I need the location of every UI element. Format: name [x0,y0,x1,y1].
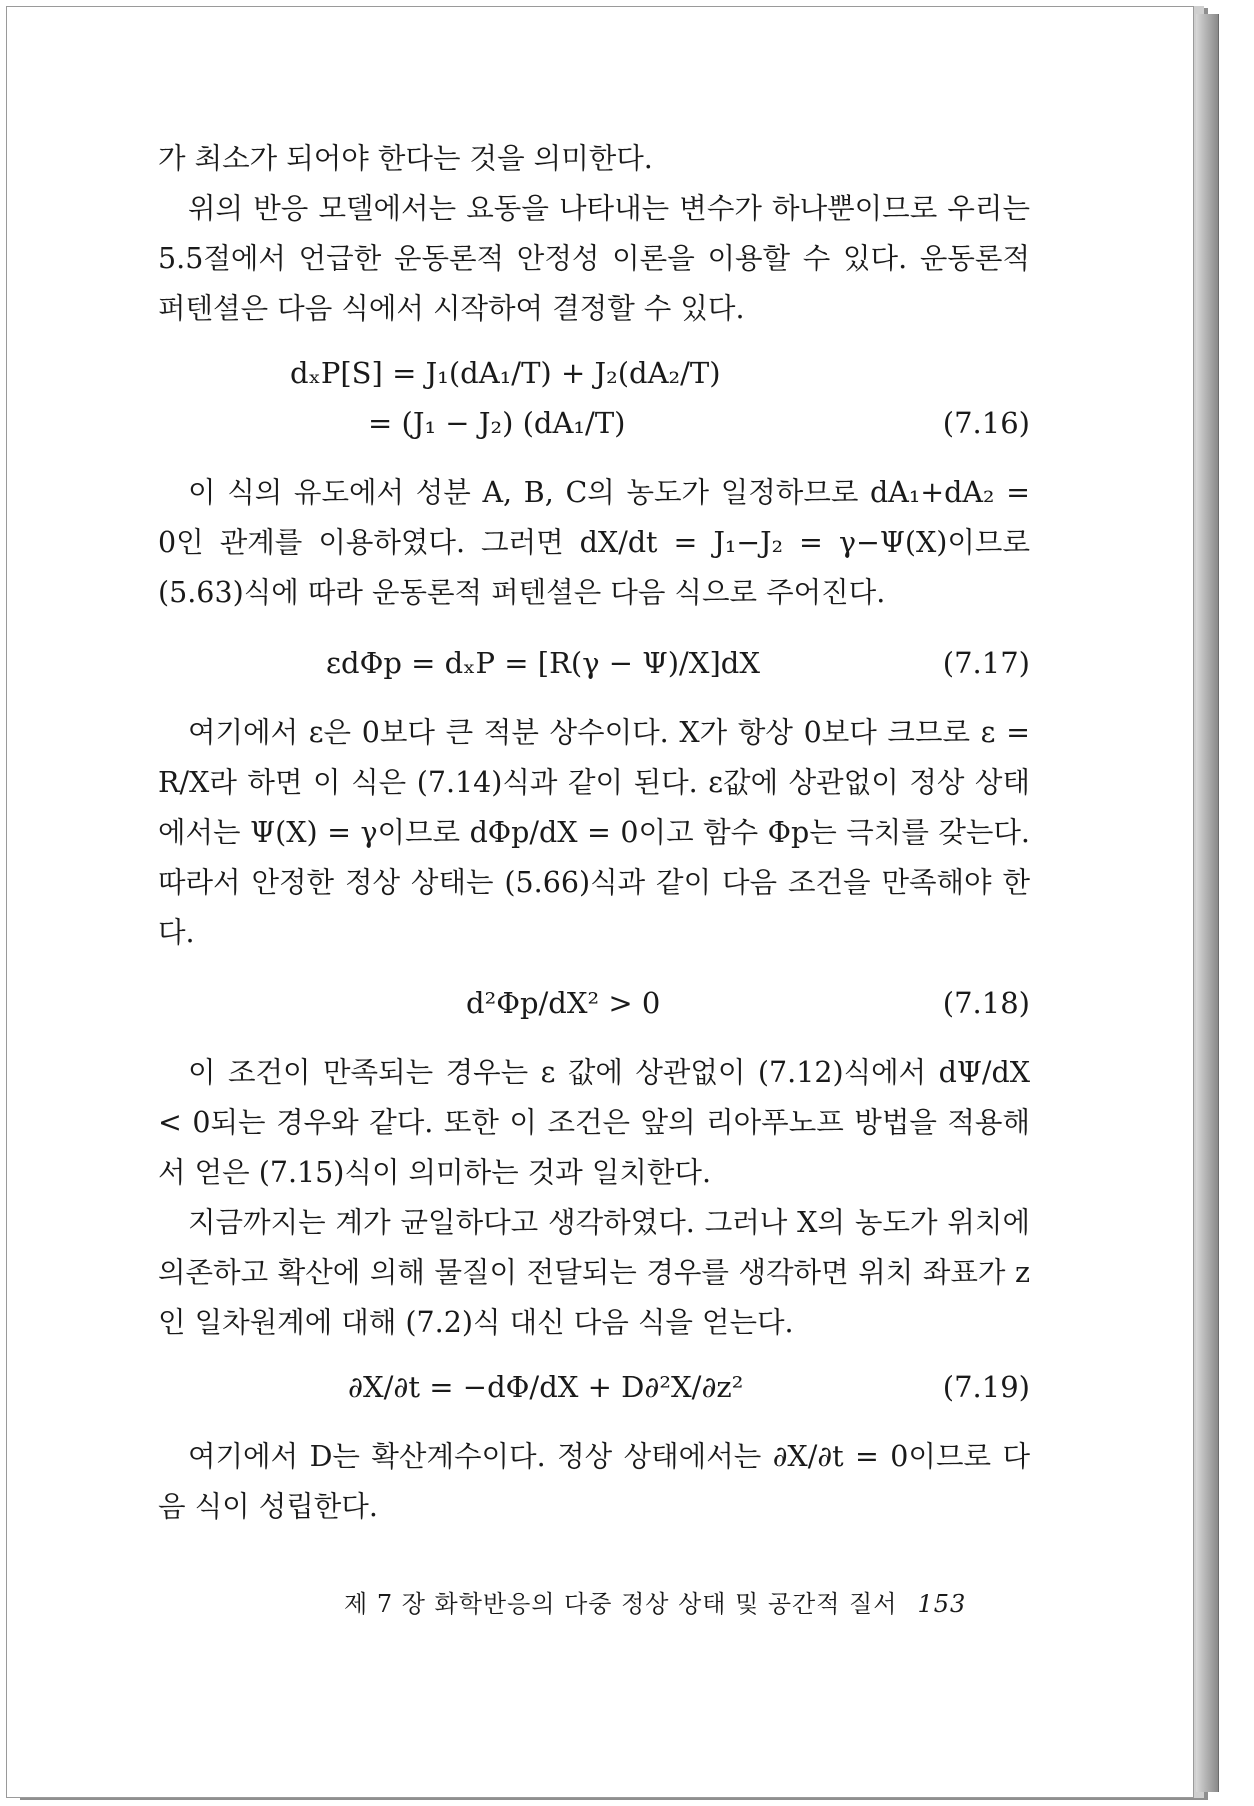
equation-7-18 [158,978,1030,1028]
paragraph-5: 이 조건이 만족되는 경우는 ε 값에 상관없이 (7.12)식에서 dΨ/dX < 0되는 경우와 같다. 또한 이 조건은 앞의 리아푸노프 방법을 적용해서 얻은 (7.15)식이 의미하는 것과 일치한다. [158,1056,1030,1189]
equation-7-16-text-2: = (J₁ − J₂) (dA₁/T) [368,406,626,440]
equation-7-19 [158,1362,1030,1412]
equation-7-18-number: (7.18) [942,986,1030,1020]
equation-7-16-text-1: dₓP[S] = J₁(dA₁/T) + J₂(dA₂/T) [290,356,721,390]
equation-7-16-line-2 [158,398,1030,448]
paragraph-7: 여기에서 D는 확산계수이다. 정상 상태에서는 ∂X/∂t = 0이므로 다음 식이 성립한다. [158,1440,1030,1523]
page-edge [1196,14,1219,1792]
paragraph-4: 여기에서 ε은 0보다 큰 적분 상수이다. X가 항상 0보다 크므로 ε = R/X라 하면 이 식은 (7.14)식과 같이 된다. ε값에 상관없이 정상 상태에서는 Ψ(X) = γ이므로 dΦp/dX = 0이고 함수 Φp는 극치를 갖는다. 따라서 안정한 정상 상태는 (5.66)식과 같이 다음 조건을 만족해야 한다. [158,716,1030,949]
equation-7-18-text: d²Φp/dX² > 0 [466,986,661,1020]
equation-7-16-number: (7.16) [942,406,1030,440]
equation-7-17 [158,638,1030,688]
page-body [158,134,1030,1532]
equation-7-19-number: (7.19) [942,1370,1030,1404]
equation-7-19-text: ∂X/∂t = −dΦ/dX + D∂²X/∂z² [348,1370,744,1404]
paragraph-6: 지금까지는 계가 균일하다고 생각하였다. 그러나 X의 농도가 위치에 의존하고 확산에 의해 물질이 전달되는 경우를 생각하면 위치 좌표가 z인 일차원계에 대해 (7.2)식 대신 다음 식을 얻는다. [158,1206,1030,1339]
paragraph-2: 위의 반응 모델에서는 요동을 나타내는 변수가 하나뿐이므로 우리는 5.5절에서 언급한 운동론적 안정성 이론을 이용할 수 있다. 운동론적 퍼텐셜은 다음 식에서 시작하여 결정할 수 있다. [158,192,1030,325]
paragraph-3: 이 식의 유도에서 성분 A, B, C의 농도가 일정하므로 dA₁+dA₂ = 0인 관계를 이용하였다. 그러면 dX/dt = J₁−J₂ = γ−Ψ(X)이므로 (5.63)식에 따라 운동론적 퍼텐셜은 다음 식으로 주어진다. [158,476,1030,609]
paragraph-1: 가 최소가 되어야 한다는 것을 의미한다. [158,142,653,175]
page-number: 153 [917,1590,967,1618]
running-head: 제 7 장 화학반응의 다중 정상 상태 및 공간적 질서 [344,1590,898,1618]
equation-7-17-text: εdΦp = dₓP = [R(γ − Ψ)/X]dX [326,646,760,680]
equation-7-16-line-1 [158,348,1030,398]
equation-7-17-number: (7.17) [942,646,1030,680]
page-footer [344,1584,1004,1619]
